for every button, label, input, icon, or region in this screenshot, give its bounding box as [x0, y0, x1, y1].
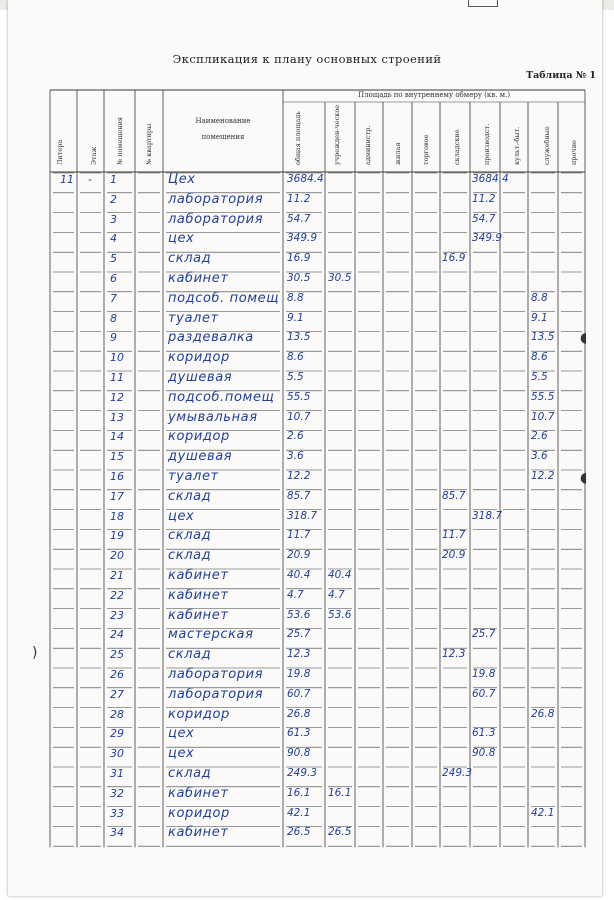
cell-room-name: кабинет [168, 607, 229, 623]
cell-room-no: 15 [110, 450, 124, 464]
cell-institution-area: 30.5 [328, 272, 352, 284]
cell-production-area: 3684.4 [472, 173, 509, 185]
cell-service-area: 13.5 [531, 331, 555, 344]
cell-service-area: 2.6 [531, 430, 548, 443]
cell-room-no: 20 [110, 549, 124, 563]
header-storage: складские [453, 129, 461, 165]
header-admin: администр. [364, 125, 372, 165]
cell-total-area: 12.3 [287, 648, 311, 661]
cell-total-area: 12.2 [287, 470, 311, 482]
cell-production-area: 318.7 [472, 509, 503, 522]
cell-total-area: 90.8 [287, 747, 311, 760]
cell-room-name: коридор [168, 706, 230, 722]
punch-mark-2: ◖ [580, 470, 588, 486]
cell-room-name: цех [168, 508, 195, 524]
header-name-2: помещения [201, 133, 245, 141]
header-other: прочие [570, 140, 578, 165]
cell-room-no: 29 [110, 727, 124, 741]
cell-room-name: кабинет [168, 587, 229, 603]
cell-room-no: 25 [110, 648, 124, 662]
cell-room-no: 6 [110, 272, 117, 285]
cell-total-area: 20.9 [287, 549, 311, 562]
cell-room-name: лаборатория [168, 191, 264, 207]
cell-room-no: 4 [110, 232, 117, 246]
cell-room-name: душевая [168, 449, 233, 465]
cell-room-no: 19 [110, 529, 124, 543]
cell-total-area: 3684.4 [287, 173, 324, 185]
cell-room-no: 13 [110, 410, 124, 424]
cell-room-name: склад [168, 528, 212, 544]
cell-room-no: 7 [110, 291, 117, 305]
cell-total-area: 19.8 [287, 668, 311, 680]
document-title: Экспликация к плану основных строений [172, 52, 442, 66]
cell-room-no: 34 [110, 826, 124, 840]
cell-total-area: 8.8 [287, 291, 304, 304]
cell-production-area: 61.3 [472, 727, 496, 740]
cell-room-name: кабинет [168, 568, 229, 583]
cell-production-area: 19.8 [472, 668, 496, 680]
cell-service-area: 42.1 [531, 806, 555, 819]
cell-total-area: 16.1 [287, 786, 311, 799]
cell-room-name: умывальная [168, 409, 258, 425]
cell-room-no: 32 [110, 786, 124, 800]
cell-total-area: 11.7 [287, 529, 311, 542]
cell-room-no: 12 [110, 390, 124, 404]
cell-room-name: склад [168, 251, 212, 267]
cell-room-name: душевая [168, 370, 233, 385]
cell-room-no: 22 [110, 588, 124, 602]
cell-total-area: 85.7 [287, 489, 311, 502]
header-service: служебные [543, 126, 551, 165]
cell-total-area: 55.5 [287, 390, 311, 403]
cell-room-no: 30 [110, 747, 124, 761]
cell-room-name: лаборатория [168, 211, 264, 227]
cell-room-no: 8 [110, 311, 117, 325]
cell-room-no: 3 [110, 212, 117, 226]
table-label: Таблица № 1 [526, 70, 597, 81]
cell-room-name: коридор [168, 429, 230, 445]
margin-tick: ) [32, 645, 38, 661]
cell-room-name: коридор [168, 350, 230, 366]
cell-room-no: 16 [110, 470, 124, 483]
header-room-no: № помещения [116, 116, 124, 165]
cell-production-area: 349.9 [472, 232, 503, 245]
cell-room-name: туалет [168, 310, 219, 326]
header-living: жилая [394, 142, 402, 165]
cell-room-name: подсоб. помещ [168, 290, 280, 306]
cell-institution-area: 26.5 [328, 826, 352, 839]
cell-production-area: 11.2 [472, 192, 496, 205]
cell-service-area: 8.8 [531, 291, 548, 304]
cell-total-area: 30.5 [287, 272, 311, 284]
header-trade: торговое [422, 134, 430, 165]
cell-institution-area: 4.7 [328, 588, 345, 601]
cell-total-area: 16.9 [287, 252, 311, 265]
cell-room-name: цех [168, 746, 195, 762]
cell-room-no: 33 [110, 806, 124, 820]
cell-storage-area: 16.9 [442, 252, 466, 265]
cell-production-area: 25.7 [472, 628, 496, 641]
cell-service-area: 55.5 [531, 390, 555, 403]
cell-room-no: 18 [110, 509, 124, 523]
cell-total-area: 60.7 [287, 687, 311, 700]
cell-storage-area: 20.9 [442, 549, 466, 562]
cell-room-no: 27 [110, 687, 124, 701]
cell-room-name: цех [168, 726, 195, 742]
cell-total-area: 8.6 [287, 351, 304, 364]
cell-total-area: 5.5 [287, 371, 304, 383]
cell-service-area: 12.2 [531, 470, 555, 482]
header-cultural: культ.-быт. [513, 126, 521, 165]
cell-room-no: 26 [110, 668, 124, 681]
cell-room-name: кабинет [168, 271, 229, 286]
cell-storage-area: 85.7 [442, 489, 466, 502]
punch-mark-1: ◖ [580, 330, 588, 346]
cell-room-name: склад [168, 766, 212, 781]
cell-room-no: 11 [110, 371, 124, 384]
cell-room-name: мастерская [168, 627, 254, 643]
cell-institution-area: 40.4 [328, 569, 352, 581]
header-apt-no: № квартиры [145, 123, 153, 165]
cell-room-name: лаборатория [168, 667, 264, 682]
cell-service-area: 10.7 [531, 410, 555, 423]
header-litera: Литера [56, 139, 64, 165]
cell-room-name: склад [168, 647, 212, 663]
cell-total-area: 318.7 [287, 509, 318, 522]
cell-room-name: кабинет [168, 785, 229, 801]
cell-room-no: 24 [110, 628, 124, 642]
header-institution: учрежден-ческое [333, 104, 341, 165]
cell-total-area: 4.7 [287, 588, 304, 601]
header-production: производст. [483, 123, 491, 165]
cell-total-area: 53.6 [287, 608, 311, 621]
cell-storage-area: 12.3 [442, 648, 466, 661]
cell-room-no: 10 [110, 351, 124, 365]
cell-floor: - [88, 173, 92, 186]
cell-production-area: 90.8 [472, 747, 496, 760]
cell-service-area: 26.8 [531, 707, 555, 720]
cell-total-area: 2.6 [287, 430, 304, 443]
cell-room-name: склад [168, 548, 212, 564]
cell-service-area: 9.1 [531, 311, 548, 324]
cell-total-area: 349.9 [287, 232, 318, 245]
cell-production-area: 60.7 [472, 687, 496, 700]
cell-total-area: 25.7 [287, 628, 311, 641]
cell-institution-area: 53.6 [328, 608, 352, 621]
cell-service-area: 3.6 [531, 450, 548, 463]
cell-service-area: 8.6 [531, 351, 548, 364]
cell-total-area: 54.7 [287, 212, 311, 225]
cell-total-area: 13.5 [287, 331, 311, 344]
cell-total-area: 3.6 [287, 450, 304, 463]
cell-room-no: 14 [110, 430, 124, 444]
cell-total-area: 10.7 [287, 410, 311, 423]
cell-total-area: 61.3 [287, 727, 311, 740]
cell-room-no: 5 [110, 252, 117, 266]
cell-production-area: 54.7 [472, 212, 496, 225]
cell-room-no: 9 [110, 331, 117, 345]
cell-room-no: 23 [110, 608, 124, 622]
cell-room-no: 1 [110, 173, 117, 186]
cell-total-area: 42.1 [287, 806, 311, 819]
cell-room-no: 21 [110, 569, 124, 582]
cell-room-name: раздевалка [168, 330, 254, 346]
cell-storage-area: 249.3 [442, 767, 473, 779]
cell-room-name: склад [168, 488, 212, 504]
header-floor: Этаж [90, 146, 98, 165]
cell-room-name: кабинет [168, 825, 229, 841]
cell-room-name: подсоб.помещ [168, 389, 275, 405]
cell-room-no: 17 [110, 489, 124, 503]
cell-room-no: 31 [110, 767, 124, 780]
header-total: общая площадь [294, 111, 302, 165]
cell-room-name: лаборатория [168, 686, 264, 702]
header-area-group: Площадь по внутреннему обмеру (кв. м.) [357, 91, 511, 99]
cell-total-area: 40.4 [287, 569, 311, 581]
cell-room-name: Цех [168, 172, 196, 187]
cell-room-name: цех [168, 231, 195, 247]
cell-service-area: 5.5 [531, 371, 548, 383]
cell-room-no: 28 [110, 707, 124, 721]
cell-total-area: 11.2 [287, 192, 311, 205]
cell-institution-area: 16.1 [328, 786, 352, 799]
cell-room-name: коридор [168, 805, 230, 821]
cell-room-name: туалет [168, 469, 219, 484]
header-name-1: Наименование [195, 117, 251, 125]
cell-storage-area: 11.7 [442, 529, 466, 542]
cell-total-area: 249.3 [287, 767, 318, 779]
cell-room-no: 2 [110, 192, 117, 206]
cell-total-area: 26.8 [287, 707, 311, 720]
cell-litera: 11 [60, 173, 74, 186]
cell-total-area: 26.5 [287, 826, 311, 839]
cell-total-area: 9.1 [287, 311, 304, 324]
